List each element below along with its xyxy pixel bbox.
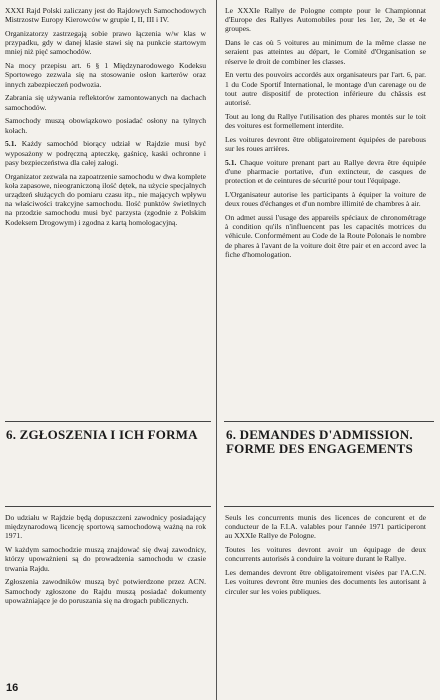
paragraph: Les demandes devront être obligatoirement visées par l'A.C.N. Les voitures devront être munies des documents les autorisant à circuler sur les voies publiques.: [225, 568, 426, 596]
section-heading: 6. ZGŁOSZENIA I ICH FORMA: [6, 427, 198, 442]
section-rule: [5, 506, 211, 507]
paragraph: Dans le cas où 5 voitures au minimum de la même classe ne seraient pas atteintes au départ, le Comité d'Organisation se réserve le droit de combiner les classes.: [225, 38, 426, 66]
section-heading: 6. DEMANDES D'ADMISSION. FORME DES ENGAGEMENTS: [226, 427, 413, 456]
section-rule: [224, 506, 434, 507]
paragraph: On admet aussi l'usage des appareils spéciaux de chronométrage à condition qu'ils n'influencent pas les capacités motrices du véhicule. Conformément au Code de la Route Polonais le nombre de phares à l'avant de la voiture doit être pair et en accord avec la fiche d'homologation.: [225, 213, 426, 259]
paragraph-text: Każdy samochód biorący udział w Rajdzie musi być wyposażony w podręczną apteczkę, gaśnicę, kaski ochronne i pasy bezpieczeństwa dla całej załogi.: [5, 139, 206, 167]
paragraph: XXXI Rajd Polski zaliczany jest do Rajdowych Samochodowych Mistrzostw Europy Kierowców w grupie I, II, III i IV.: [5, 6, 206, 25]
paragraph: En vertu des pouvoirs accordés aux organisateurs par l'art. 6, par. 1 du Code Sportif International, le montage d'un carenage ou de tout autre dispositif de protection inférieure du châssis est autorisé.: [225, 70, 426, 108]
paragraph: Organizator zezwala na zapoatrzenie samochodu w dwa komplete koła zapasowe, nieograniczoną ilość dętek, na użycie specjalnych urządzeń służących do pomiaru czasu itp., nie mających wpływu na właściwości trakcyjne samochodu. Ilość punktów świetlnych na przodzie samochodu musi być parzysta (zgodnie z Polskim Kodeksem Drogowym) i zgodna z kartą homologacyjną.: [5, 171, 206, 227]
paragraph: [225, 158, 426, 186]
paragraph: W każdym samochodzie muszą znajdować się dwaj zawodnicy, którzy upoważnieni są do prowadzenia samochodu w czasie trwania Rajdu.: [5, 545, 206, 573]
column-divider: [216, 0, 217, 700]
paragraph: [5, 139, 206, 167]
paragraph: Le XXXIe Rallye de Pologne compte pour le Championnat d'Europe des Rallyes Automobiles pour les 1er, 2e, 3e et 4e groupes.: [225, 6, 426, 34]
paragraph: Samochody muszą obowiązkowo posiadać osłony na tylnych kołach.: [5, 116, 206, 135]
section-rule: [224, 421, 434, 422]
paragraph: Zgłoszenia zawodników muszą być potwierdzone przez ACN. Samochody zgłoszone do Rajdu muszą posiadać dokumenty upoważniające je do poruszania się na drogach publicznych.: [5, 577, 206, 605]
paragraph: Na mocy przepisu art. 6 § 1 Międzynarodowego Kodeksu Sportowego zezwala się na stosowanie osłon karterów oraz innych zabezpieczeń podwozia.: [5, 61, 206, 89]
left-column-bottom: [5, 513, 206, 610]
paragraph-text: Chaque voiture prenant part au Rallye devra être équipée d'une pharmacie portative, d'un extincteur, de casques de protection et de ceintures de sécurité pour tout l'équipage.: [225, 157, 426, 186]
paragraph: Zabrania się używania reflektorów zamontowanych na dachach samochodów.: [5, 93, 206, 112]
paragraph: Organizatorzy zastrzegają sobie prawo łączenia w/w klas w przypadku, gdy w danej klasie stawi się na punkcie startowym mniej niż pięć samochodów.: [5, 29, 206, 57]
section-number: 5.1.: [5, 139, 17, 149]
page-number: 16: [6, 682, 19, 694]
paragraph: Tout au long du Rallye l'utilisation des phares montés sur le toit des voitures est formellement interdite.: [225, 111, 426, 131]
section-number: 5.1.: [225, 157, 237, 167]
paragraph: Les voitures devront être obligatoirement équipées de parebous sur les roues arrières.: [225, 134, 426, 154]
left-column-top: [5, 6, 206, 231]
right-column-bottom: [225, 513, 426, 600]
right-column-top: [225, 6, 426, 264]
paragraph: Do udziału w Rajdzie będą dopuszczeni zawodnicy posiadający międzynarodową licencję sportową samochodową ważną na rok 1971.: [5, 513, 206, 541]
section-rule: [5, 421, 211, 422]
paragraph: Toutes les voitures devront avoir un équipage de deux concurrents autorisés à conduire la voiture durant le Rallye.: [225, 545, 426, 564]
paragraph: L'Organisateur autorise les participants à équiper la voiture de deux roues d'échanges et d'un nombre illimité de chambres à air.: [225, 190, 426, 209]
paragraph: Seuls les concurrents munis des licences de concurent et de conducteur de la F.I.A. valables pour l'année 1971 participeront au XXXIe Rallye de Pologne.: [225, 513, 426, 541]
